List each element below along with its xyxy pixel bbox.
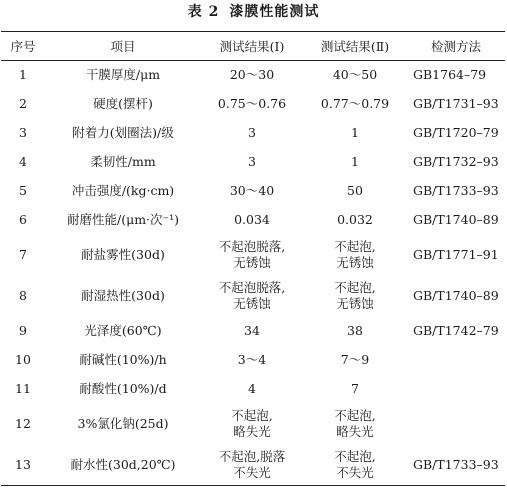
cell-item: 耐湿热性(30d) xyxy=(81,288,165,303)
cell-result-line: 50 xyxy=(347,183,363,198)
cell-item: 干膜厚度/μm xyxy=(85,67,161,83)
cell-seq: 9 xyxy=(19,323,27,338)
cell-result-1 xyxy=(201,346,303,375)
paint-film-test-table xyxy=(1,31,505,486)
cell-result-line: 不起泡脱落, xyxy=(218,239,286,254)
cell-result-line: 38 xyxy=(347,323,363,338)
cell-item: 耐磨性能/(μm·次⁻¹) xyxy=(66,212,180,227)
cell-seq: 7 xyxy=(19,247,27,262)
cell-result-line: 4 xyxy=(248,381,256,396)
cell-seq: 10 xyxy=(15,352,31,367)
cell-method: GB1764–79 xyxy=(413,67,487,83)
cell-result-line: 3～4 xyxy=(237,352,267,367)
cell-result-1 xyxy=(201,206,303,235)
cell-item: 柔韧性/mm xyxy=(90,154,156,169)
cell-seq: 12 xyxy=(15,416,31,431)
cell-result-2 xyxy=(303,235,407,276)
cell-result-2 xyxy=(303,119,407,148)
table-row xyxy=(1,148,505,177)
cell-result-line: 无锈蚀 xyxy=(233,296,271,311)
header-result-1: 测试结果(Ⅰ) xyxy=(201,32,303,61)
cell-result-line: 0.75～0.76 xyxy=(217,96,287,111)
cell-result-1 xyxy=(201,90,303,119)
cell-method: GB/T1720–79 xyxy=(413,125,499,140)
table-title-prefix: 表 xyxy=(187,4,203,20)
table-row xyxy=(1,276,505,317)
cell-result-line: 3 xyxy=(248,154,256,169)
table-row xyxy=(1,445,505,486)
table-row xyxy=(1,317,505,346)
cell-item: 耐盐雾性(30d) xyxy=(81,247,165,262)
table-row xyxy=(1,90,505,119)
cell-method: GB/T1740–89 xyxy=(413,212,499,227)
cell-result-1 xyxy=(201,276,303,317)
cell-result-1 xyxy=(201,119,303,148)
cell-item: 冲击强度/(kg·cm) xyxy=(71,183,175,198)
cell-result-line: 不失光 xyxy=(233,464,271,480)
cell-item: 耐碱性(10%)/h xyxy=(79,352,167,367)
cell-method: GB/T1731–93 xyxy=(413,96,499,111)
table-row xyxy=(1,346,505,375)
cell-result-2 xyxy=(303,177,407,206)
cell-item: 耐酸性(10%)/d xyxy=(79,381,167,396)
cell-seq: 6 xyxy=(19,212,27,227)
header-result-2: 测试结果(Ⅱ) xyxy=(303,32,407,61)
table-row xyxy=(1,61,505,90)
table-title-number: 2 xyxy=(208,4,220,20)
table-row xyxy=(1,119,505,148)
cell-result-1 xyxy=(201,148,303,177)
cell-method xyxy=(407,346,505,375)
cell-seq: 4 xyxy=(19,154,27,169)
cell-result-2 xyxy=(303,375,407,404)
cell-result-1 xyxy=(201,61,303,90)
cell-method: GB/T1742–79 xyxy=(413,323,499,338)
cell-seq: 8 xyxy=(19,288,27,303)
cell-result-2 xyxy=(303,404,407,445)
cell-result-line: 略失光 xyxy=(233,424,271,439)
cell-item: 光泽度(60℃) xyxy=(84,323,162,338)
table-row xyxy=(1,177,505,206)
cell-item: 附着力(划圈法)/级 xyxy=(72,125,174,140)
cell-result-line: 不起泡, xyxy=(334,239,376,254)
cell-result-line: 1 xyxy=(351,154,359,169)
cell-result-line: 0.034 xyxy=(234,212,270,227)
cell-result-line: 34 xyxy=(244,323,260,338)
cell-method xyxy=(407,404,505,445)
cell-result-line: 3 xyxy=(248,125,256,140)
cell-method: GB/T1733–93 xyxy=(407,445,505,486)
table-title-text: 漆膜性能测试 xyxy=(229,4,320,20)
header-item: 项目 xyxy=(45,32,201,61)
cell-result-2 xyxy=(303,61,407,90)
cell-result-2 xyxy=(303,317,407,346)
cell-result-line: 无锈蚀 xyxy=(233,255,271,270)
cell-result-line: 不起泡, xyxy=(334,448,376,464)
cell-result-line: 0.77～0.79 xyxy=(320,96,390,111)
header-method: 检测方法 xyxy=(407,32,505,61)
cell-item: 耐水性(30d,20℃) xyxy=(45,445,201,486)
cell-result-line: 不起泡, xyxy=(334,280,376,295)
cell-method xyxy=(407,375,505,404)
cell-seq: 1 xyxy=(19,67,27,83)
cell-seq: 2 xyxy=(19,96,27,111)
cell-seq: 5 xyxy=(19,183,27,198)
cell-result-2 xyxy=(303,90,407,119)
cell-result-1 xyxy=(201,375,303,404)
table-row xyxy=(1,206,505,235)
cell-result-1 xyxy=(201,404,303,445)
cell-seq: 3 xyxy=(19,125,27,140)
cell-result-line: 不起泡, xyxy=(334,408,376,423)
table-header-row xyxy=(1,32,505,61)
cell-result-line: 不起泡脱落, xyxy=(218,280,286,295)
cell-seq: 13 xyxy=(1,445,45,486)
cell-result-2 xyxy=(303,445,407,486)
cell-result-line: 7～9 xyxy=(340,352,370,367)
cell-method: GB/T1732–93 xyxy=(413,154,499,169)
table-row xyxy=(1,404,505,445)
cell-item: 3%氯化钠(25d) xyxy=(77,416,169,431)
cell-result-line: 不失光 xyxy=(336,464,374,480)
table-row xyxy=(1,235,505,276)
cell-item: 硬度(摆杆) xyxy=(93,96,153,111)
cell-result-line: 7 xyxy=(351,381,359,396)
cell-result-1 xyxy=(201,317,303,346)
cell-result-line: 20～30 xyxy=(229,67,275,83)
cell-result-line: 无锈蚀 xyxy=(336,255,374,270)
cell-result-line: 1 xyxy=(351,125,359,140)
cell-method: GB/T1740–89 xyxy=(413,288,499,303)
table-title xyxy=(0,2,507,22)
header-seq: 序号 xyxy=(1,32,45,61)
table-body xyxy=(1,61,505,486)
cell-result-2 xyxy=(303,206,407,235)
cell-result-line: 0.032 xyxy=(337,212,373,227)
cell-result-line: 40～50 xyxy=(332,67,378,83)
cell-result-1 xyxy=(201,235,303,276)
cell-result-2 xyxy=(303,276,407,317)
cell-method: GB/T1733–93 xyxy=(413,183,499,198)
cell-result-line: 略失光 xyxy=(336,424,374,439)
cell-result-2 xyxy=(303,346,407,375)
cell-method: GB/T1771–91 xyxy=(413,247,499,262)
cell-seq: 11 xyxy=(15,381,31,396)
cell-result-line: 30～40 xyxy=(229,183,275,198)
table-row xyxy=(1,375,505,404)
cell-result-1 xyxy=(201,445,303,486)
cell-result-line: 不起泡,脱落 xyxy=(218,448,286,464)
cell-result-line: 无锈蚀 xyxy=(336,296,374,311)
cell-result-line: 不起泡, xyxy=(231,408,273,423)
cell-result-2 xyxy=(303,148,407,177)
cell-result-1 xyxy=(201,177,303,206)
